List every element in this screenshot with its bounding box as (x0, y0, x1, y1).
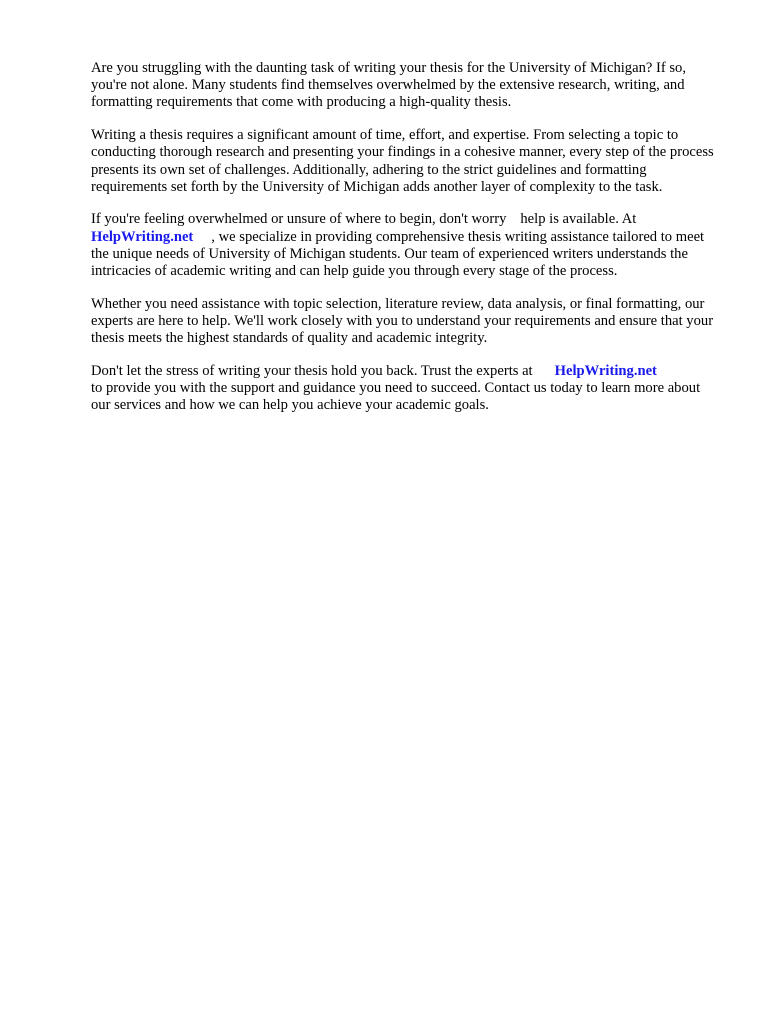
paragraph-4: Whether you need assistance with topic selection, literature review, data analysis, or final formatting, our experts are here to help. We'll work closely with you to understand your requirements and ensure that your thesis meets the highest standards of quality and academic integrity. (91, 295, 714, 347)
helpwriting-link-2[interactable]: HelpWriting.net (554, 362, 657, 379)
paragraph-3 (91, 211, 723, 280)
paragraph-3-lead-end: help is available. At (520, 211, 637, 228)
paragraph-3-lead: If you're feeling overwhelmed or unsure of where to begin, don't worry (91, 211, 507, 228)
paragraph-2: Writing a thesis requires a significant amount of time, effort, and expertise. From selecting a topic to conducting thorough research and presenting your findings in a cohesive manner, every step of the process presents its own set of challenges. Additionally, adhering to the strict guidelines and formatting requirements set forth by the University of Michigan adds another layer of complexity to the task. (91, 127, 714, 195)
helpwriting-link-1[interactable]: HelpWriting.net (91, 228, 194, 245)
paragraph-5-body: to provide you with the support and guidance you need to succeed. Contact us today to learn more about our services and how we can help you achieve your academic goals. (91, 380, 701, 414)
paragraph-5 (91, 363, 723, 415)
paragraph-5-lead: Don't let the stress of writing your thesis hold you back. Trust the experts at (91, 362, 533, 379)
paragraph-3-body: , we specialize in providing comprehensive thesis writing assistance tailored to meet the unique needs of University of Michigan students. Our team of experienced writers understands the intricacies of academic writing and can help guide you through every stage of the process. (91, 228, 705, 280)
document-body (91, 60, 723, 430)
paragraph-1: Are you struggling with the daunting task of writing your thesis for the University of Michigan? If so, you're not alone. Many students find themselves overwhelmed by the extensive research, writing, and formatting requirements that come with producing a high-quality thesis. (91, 60, 687, 111)
